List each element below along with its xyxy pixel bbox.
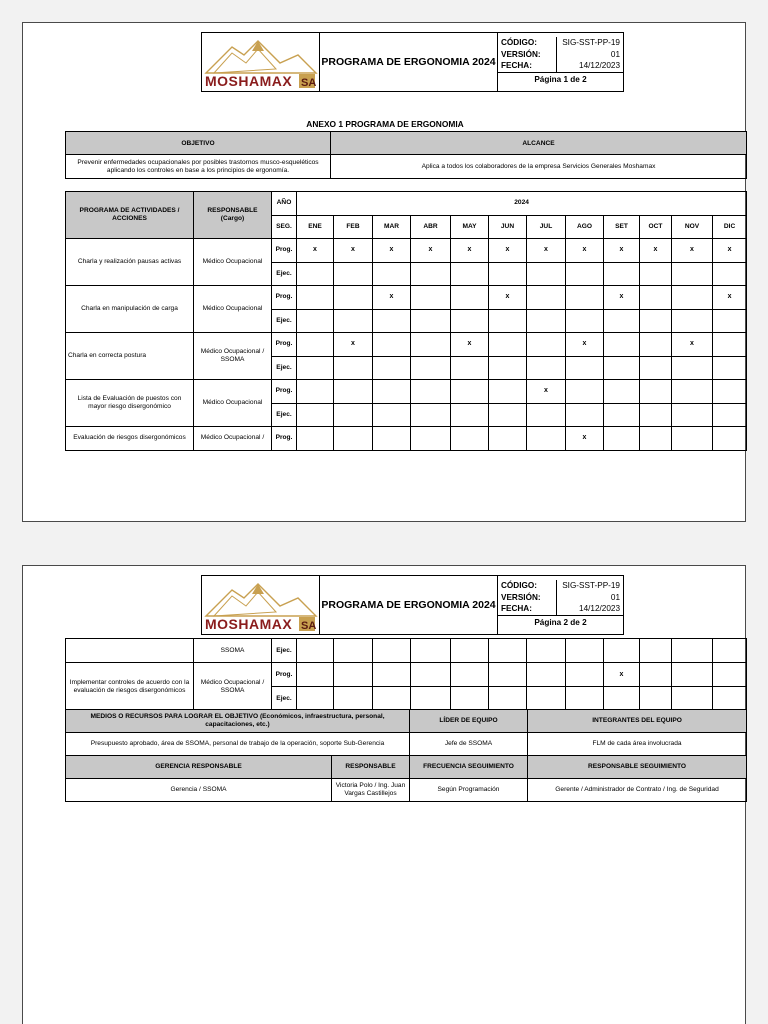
prog-cell: x: [566, 239, 604, 263]
management-value: Gerencia / SSOMA: [66, 779, 332, 802]
prog-cell: [604, 380, 640, 404]
month-header: SET: [604, 215, 640, 239]
prog-cell: x: [527, 239, 566, 263]
table-row: [66, 427, 747, 451]
annex-title: ANEXO 1 PROGRAMA DE ERGONOMIA: [306, 119, 464, 129]
prog-cell: x: [640, 239, 672, 263]
prog-cell: [527, 427, 566, 451]
prog-cell: [672, 286, 713, 310]
prog-cell: x: [672, 239, 713, 263]
follow-label: RESPONSABLE SEGUIMIENTO: [528, 756, 747, 779]
month-header: FEB: [334, 215, 373, 239]
prog-cell: [489, 380, 527, 404]
ejec-cell: [566, 639, 604, 663]
prog-cell: [640, 286, 672, 310]
prog-cell: x: [604, 663, 640, 687]
prog-cell: x: [334, 333, 373, 357]
prog-cell: [489, 427, 527, 451]
ejec-cell: [566, 687, 604, 711]
ejec-cell: [489, 262, 527, 286]
logo-text: MOSHAMAX: [205, 73, 293, 89]
ejec-cell: [640, 356, 672, 380]
col-year: AÑO: [272, 192, 297, 216]
schedule-table: [65, 191, 747, 451]
ejec-cell: [297, 262, 334, 286]
activity-responsible: Médico Ocupacional / SSOMA: [194, 333, 272, 380]
ejec-cell: [489, 356, 527, 380]
month-header: AGO: [566, 215, 604, 239]
prog-cell: [334, 286, 373, 310]
logo-2: [202, 576, 320, 635]
activity-responsible: Médico Ocupacional /: [194, 427, 272, 451]
ejec-cell: [451, 356, 489, 380]
ejec-cell: [334, 309, 373, 333]
activity-name: Charla en correcta postura: [66, 333, 194, 380]
document-title: PROGRAMA DE ERGONOMIA 2024: [320, 576, 498, 635]
activity-name: Charla en manipulación de carga: [66, 286, 194, 333]
prog-cell: [489, 663, 527, 687]
prog-cell: [373, 427, 411, 451]
prog-cell: [451, 380, 489, 404]
table-row: [66, 286, 747, 310]
ejec-cell: [297, 309, 334, 333]
prog-cell: [640, 380, 672, 404]
prog-cell: x: [489, 239, 527, 263]
prog-cell: [672, 380, 713, 404]
mountain-logo-icon: [202, 33, 320, 91]
ejec-cell: [411, 262, 451, 286]
ejec-cell: [489, 309, 527, 333]
prog-cell: x: [297, 239, 334, 263]
prog-cell: [527, 333, 566, 357]
ejec-cell: [334, 687, 373, 711]
seg-ejec-label: Ejec.: [272, 356, 297, 380]
leader-value: Jefe de SSOMA: [410, 733, 528, 756]
ejec-cell: [411, 639, 451, 663]
prog-cell: [334, 663, 373, 687]
ejec-cell: [334, 262, 373, 286]
activity-name: Charla y realización pausas activas: [66, 239, 194, 286]
month-header: ABR: [411, 215, 451, 239]
ejec-cell: [672, 403, 713, 427]
prog-cell: x: [566, 427, 604, 451]
resources-label: MEDIOS O RECURSOS PARA LOGRAR EL OBJETIVO (Económicos, infraestructura, personal, capacitaciones, etc.): [66, 710, 410, 733]
prog-cell: x: [451, 333, 489, 357]
ejec-cell: [713, 309, 747, 333]
prog-cell: [373, 663, 411, 687]
document-code: SIG-SST-PP-19: [562, 38, 620, 48]
activity-responsible: Médico Ocupacional: [194, 380, 272, 427]
scope-text: Aplica a todos los colaboradores de la empresa Servicios Generales Moshamax: [331, 155, 747, 179]
prog-cell: [566, 380, 604, 404]
ejec-cell: [604, 403, 640, 427]
ejec-cell: [604, 356, 640, 380]
ejec-cell: [297, 356, 334, 380]
prog-cell: [566, 286, 604, 310]
mountain-logo-icon: [202, 576, 320, 634]
document-header-2: MOSHAMAX SA PROGRAMA DE ERGONOMIA 2024 CÓDIGO: SIG-SST-PP-19 VERSIÓN: 01 FECHA: 14/12/2023 Página 2 de 2: [201, 575, 624, 635]
prog-cell: [640, 663, 672, 687]
responsible-label: RESPONSABLE: [332, 756, 410, 779]
members-value: FLM de cada área involucrada: [528, 733, 747, 756]
col-seg: SEG.: [272, 215, 297, 239]
ejec-cell: [489, 639, 527, 663]
prog-cell: [411, 333, 451, 357]
ejec-cell: [713, 356, 747, 380]
activity-name: Implementar controles de acuerdo con la evaluación de riesgos disergonómicos: [66, 663, 194, 711]
prog-cell: [489, 333, 527, 357]
seg-prog-label: Prog.: [272, 663, 297, 687]
ejec-cell: [489, 687, 527, 711]
ejec-cell: [334, 639, 373, 663]
month-header: NOV: [672, 215, 713, 239]
ejec-cell: [373, 639, 411, 663]
ejec-cell: [604, 262, 640, 286]
prog-cell: [640, 333, 672, 357]
ejec-cell: [373, 356, 411, 380]
ejec-cell: [566, 262, 604, 286]
ejec-cell: [489, 403, 527, 427]
prog-cell: [672, 663, 713, 687]
prog-cell: x: [566, 333, 604, 357]
prog-cell: [297, 380, 334, 404]
prog-cell: [334, 427, 373, 451]
prog-cell: x: [489, 286, 527, 310]
leader-label: LÍDER DE EQUIPO: [410, 710, 528, 733]
ejec-cell: [713, 262, 747, 286]
ejec-cell: [640, 309, 672, 333]
ejec-cell: [411, 687, 451, 711]
prog-cell: [713, 380, 747, 404]
ejec-cell: [527, 687, 566, 711]
prog-cell: [297, 663, 334, 687]
activity-name: Evaluación de riesgos disergonómicos: [66, 427, 194, 451]
ejec-cell: [713, 403, 747, 427]
objective-table: [65, 131, 747, 179]
ejec-cell: [451, 687, 489, 711]
document-version: 01: [610, 49, 620, 59]
prog-cell: x: [527, 380, 566, 404]
prog-cell: [566, 663, 604, 687]
ejec-cell: [451, 639, 489, 663]
ejec-cell: [604, 309, 640, 333]
document-version: 01: [610, 592, 620, 602]
objective-label: OBJETIVO: [66, 132, 331, 155]
activity-name: [66, 639, 194, 663]
col-responsible: RESPONSABLE (Cargo): [194, 192, 272, 239]
prog-cell: [411, 663, 451, 687]
ejec-cell: [640, 687, 672, 711]
members-label: INTEGRANTES DEL EQUIPO: [528, 710, 747, 733]
prog-cell: [373, 380, 411, 404]
ejec-cell: [527, 356, 566, 380]
prog-cell: [713, 663, 747, 687]
table-row: [66, 710, 747, 733]
management-label: GERENCIA RESPONSABLE: [66, 756, 332, 779]
ejec-cell: [640, 639, 672, 663]
ejec-cell: [334, 403, 373, 427]
activity-responsible: Médico Ocupacional / SSOMA: [194, 663, 272, 711]
scope-label: ALCANCE: [331, 132, 747, 155]
ejec-cell: [527, 309, 566, 333]
ejec-cell: [373, 403, 411, 427]
prog-cell: x: [604, 286, 640, 310]
ejec-cell: [527, 403, 566, 427]
ejec-cell: [672, 262, 713, 286]
ejec-cell: [713, 639, 747, 663]
prog-cell: [411, 427, 451, 451]
document-page-1: [22, 22, 746, 522]
prog-cell: [604, 427, 640, 451]
ejec-cell: [566, 309, 604, 333]
month-header: MAR: [373, 215, 411, 239]
schedule-table-continued: [65, 638, 747, 711]
ejec-cell: [373, 262, 411, 286]
ejec-cell: [411, 403, 451, 427]
objective-text: Prevenir enfermedades ocupacionales por posibles trastornos musco-esqueléticos aplicando los controles en base a los principios de ergonomía.: [66, 155, 331, 179]
seg-ejec-label: Ejec.: [272, 309, 297, 333]
prog-cell: x: [373, 239, 411, 263]
month-header: JUL: [527, 215, 566, 239]
prog-cell: [713, 333, 747, 357]
seg-ejec-label: Ejec.: [272, 403, 297, 427]
table-row: [66, 380, 747, 404]
prog-cell: x: [713, 239, 747, 263]
month-header: JUN: [489, 215, 527, 239]
table-row: [66, 239, 747, 263]
prog-cell: [297, 333, 334, 357]
prog-cell: x: [373, 286, 411, 310]
ejec-cell: [334, 356, 373, 380]
responsible-value: Victoria Polo / Ing. Juan Vargas Castillejos: [332, 779, 410, 802]
ejec-cell: [672, 687, 713, 711]
document-title: PROGRAMA DE ERGONOMIA 2024: [320, 33, 498, 92]
prog-cell: [334, 380, 373, 404]
ejec-cell: [297, 403, 334, 427]
prog-cell: x: [411, 239, 451, 263]
month-header: OCT: [640, 215, 672, 239]
seg-prog-label: Prog.: [272, 427, 297, 451]
svg-text:SA: SA: [301, 77, 317, 89]
document-date: 14/12/2023: [579, 61, 620, 71]
seg-ejec-label: Ejec.: [272, 687, 297, 711]
col-activity: PROGRAMA DE ACTIVIDADES / ACCIONES: [66, 192, 194, 239]
ejec-cell: [373, 687, 411, 711]
month-header: ENE: [297, 215, 334, 239]
ejec-cell: [640, 262, 672, 286]
ejec-cell: [640, 403, 672, 427]
prog-cell: x: [713, 286, 747, 310]
prog-cell: [672, 427, 713, 451]
prog-cell: [411, 286, 451, 310]
ejec-cell: [672, 356, 713, 380]
ejec-cell: [566, 356, 604, 380]
ejec-cell: [297, 639, 334, 663]
activity-responsible: SSOMA: [194, 639, 272, 663]
seg-ejec-label: Ejec.: [272, 262, 297, 286]
ejec-cell: [411, 309, 451, 333]
seg-ejec-label: Ejec.: [272, 639, 297, 663]
ejec-cell: [672, 309, 713, 333]
month-header: MAY: [451, 215, 489, 239]
resources-table: [65, 709, 747, 802]
table-row: [66, 639, 747, 663]
prog-cell: x: [604, 239, 640, 263]
prog-cell: [527, 286, 566, 310]
ejec-cell: [451, 262, 489, 286]
activity-responsible: Médico Ocupacional: [194, 239, 272, 286]
table-row: [66, 779, 747, 802]
table-row: [66, 333, 747, 357]
frequency-label: FRECUENCIA SEGUIMIENTO: [410, 756, 528, 779]
ejec-cell: [713, 687, 747, 711]
resources-text: Presupuesto aprobado, área de SSOMA, personal de trabajo de la operación, soporte Sub-Gerencia: [66, 733, 410, 756]
prog-cell: [411, 380, 451, 404]
ejec-cell: [672, 639, 713, 663]
ejec-cell: [451, 403, 489, 427]
seg-prog-label: Prog.: [272, 286, 297, 310]
document-header: MOSHAMAX SA PROGRAMA DE ERGONOMIA 2024 CÓDIGO: SIG-SST-PP-19 VERSIÓN: 01 FECHA: 14/12/2023 Página 1 de 2: [201, 32, 624, 92]
seg-prog-label: Prog.: [272, 380, 297, 404]
table-row: [66, 663, 747, 687]
document-page-2: [22, 565, 746, 1024]
document-code: SIG-SST-PP-19: [562, 581, 620, 591]
prog-cell: x: [451, 239, 489, 263]
follow-value: Gerente / Administrador de Contrato / Ing. de Seguridad: [528, 779, 747, 802]
ejec-cell: [451, 309, 489, 333]
prog-cell: [297, 427, 334, 451]
year-value: 2024: [297, 192, 747, 216]
table-row: [66, 756, 747, 779]
prog-cell: [451, 286, 489, 310]
prog-cell: [373, 333, 411, 357]
logo: [202, 33, 320, 92]
page-number: Página 1 de 2: [498, 72, 623, 87]
logo-text: MOSHAMAX: [205, 616, 293, 632]
prog-cell: [451, 663, 489, 687]
ejec-cell: [604, 639, 640, 663]
prog-cell: [604, 333, 640, 357]
page-number: Página 2 de 2: [498, 615, 623, 630]
frequency-value: Según Programación: [410, 779, 528, 802]
seg-prog-label: Prog.: [272, 333, 297, 357]
seg-prog-label: Prog.: [272, 239, 297, 263]
ejec-cell: [297, 687, 334, 711]
prog-cell: x: [334, 239, 373, 263]
ejec-cell: [566, 403, 604, 427]
ejec-cell: [527, 639, 566, 663]
ejec-cell: [373, 309, 411, 333]
document-date: 14/12/2023: [579, 604, 620, 614]
ejec-cell: [411, 356, 451, 380]
svg-text:SA: SA: [301, 620, 317, 632]
prog-cell: [640, 427, 672, 451]
activity-name: Lista de Evaluación de puestos con mayor riesgo disergonómico: [66, 380, 194, 427]
ejec-cell: [604, 687, 640, 711]
prog-cell: [713, 427, 747, 451]
ejec-cell: [527, 262, 566, 286]
activity-responsible: Médico Ocupacional: [194, 286, 272, 333]
prog-cell: [527, 663, 566, 687]
month-header: DIC: [713, 215, 747, 239]
prog-cell: [297, 286, 334, 310]
prog-cell: [451, 427, 489, 451]
table-row: [66, 733, 747, 756]
prog-cell: x: [672, 333, 713, 357]
